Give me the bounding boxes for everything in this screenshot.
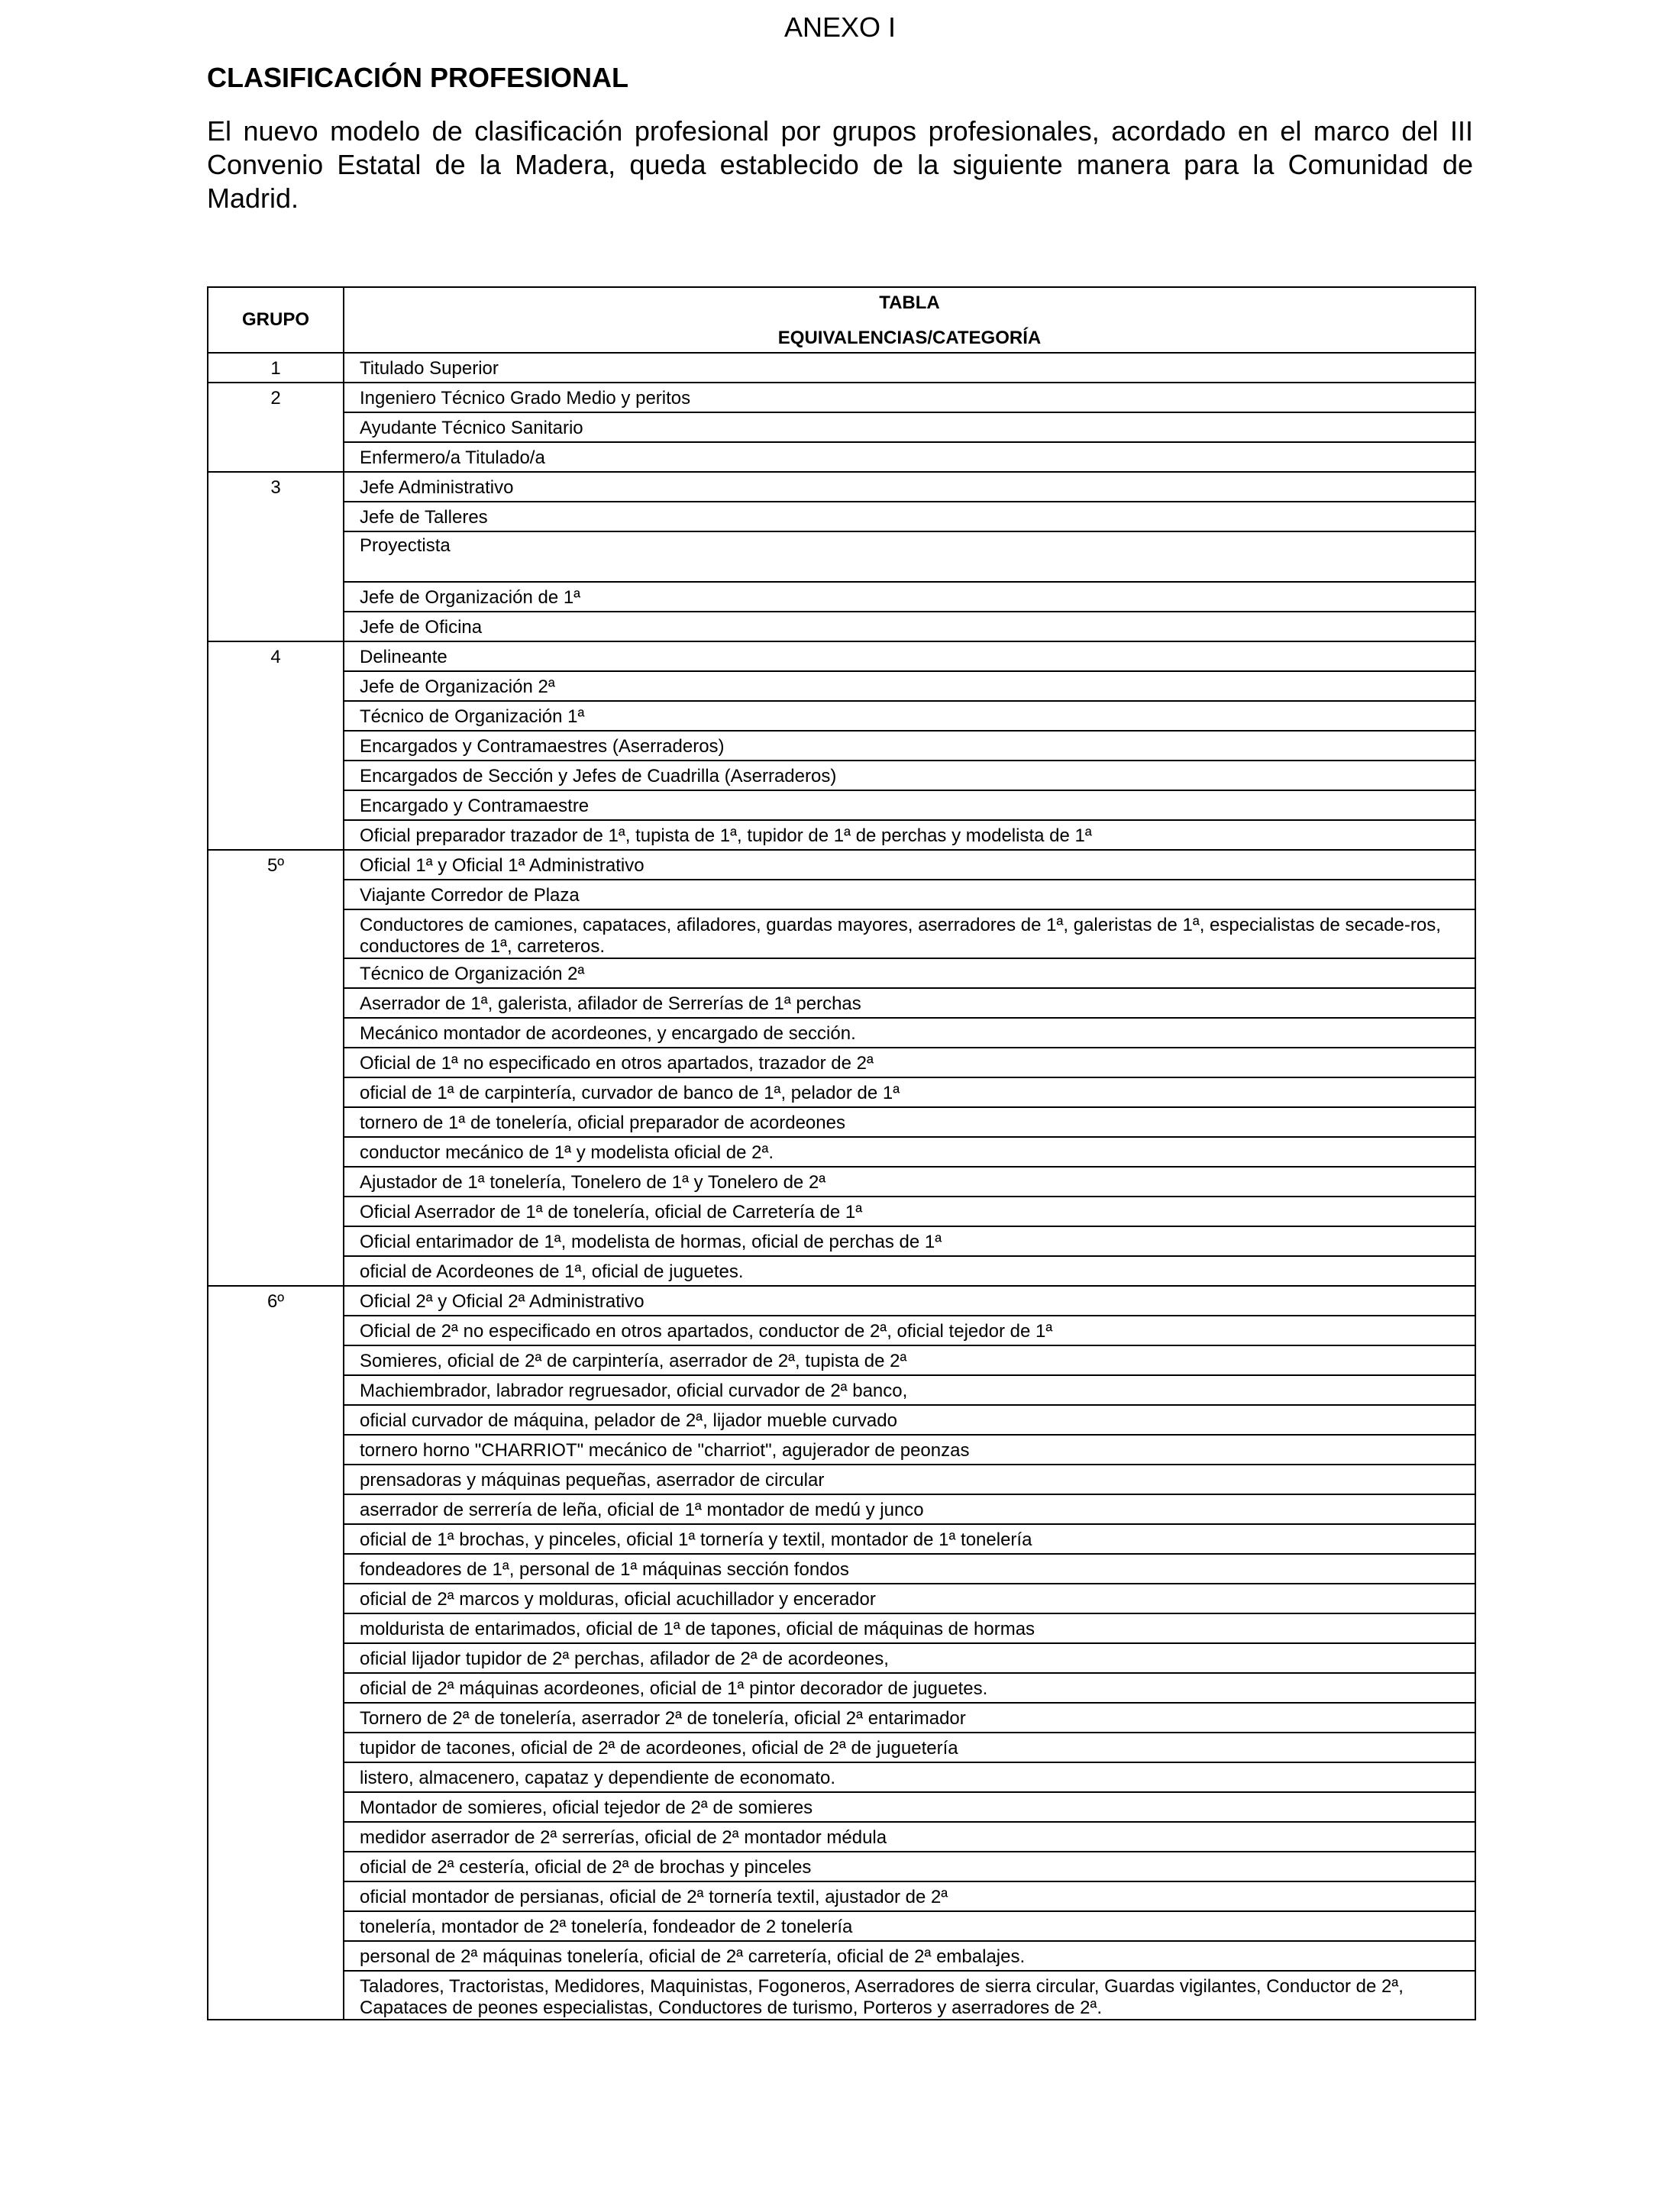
group-cell bbox=[208, 612, 344, 641]
group-cell bbox=[208, 1643, 344, 1673]
table-row bbox=[208, 1435, 1475, 1465]
category-cell: Titulado Superior bbox=[344, 353, 1475, 383]
group-cell bbox=[208, 1048, 344, 1077]
table-row bbox=[208, 958, 1475, 988]
group-cell bbox=[208, 1107, 344, 1137]
table-row bbox=[208, 1197, 1475, 1226]
group-cell bbox=[208, 1822, 344, 1852]
group-cell bbox=[208, 790, 344, 820]
category-cell: oficial de 1ª de carpintería, curvador de banco de 1ª, pelador de 1ª bbox=[344, 1077, 1475, 1107]
table-row bbox=[208, 353, 1475, 383]
table-row bbox=[208, 701, 1475, 731]
table-row bbox=[208, 1762, 1475, 1792]
group-cell bbox=[208, 1018, 344, 1048]
group-cell bbox=[208, 1226, 344, 1256]
category-cell: Oficial 2ª y Oficial 2ª Administrativo bbox=[344, 1286, 1475, 1316]
table-row bbox=[208, 1554, 1475, 1584]
category-cell: Oficial Aserrador de 1ª de tonelería, oficial de Carretería de 1ª bbox=[344, 1197, 1475, 1226]
group-cell bbox=[208, 1971, 344, 2020]
group-cell bbox=[208, 1881, 344, 1911]
table-row bbox=[208, 1316, 1475, 1345]
group-cell bbox=[208, 1941, 344, 1971]
category-cell: Ingeniero Técnico Grado Medio y peritos bbox=[344, 383, 1475, 412]
category-cell: Técnico de Organización 2ª bbox=[344, 958, 1475, 988]
group-cell bbox=[208, 958, 344, 988]
table-row bbox=[208, 1941, 1475, 1971]
table-row bbox=[208, 1792, 1475, 1822]
table-row bbox=[208, 1107, 1475, 1137]
header-group: GRUPO bbox=[208, 287, 344, 353]
table-row bbox=[208, 383, 1475, 412]
group-cell bbox=[208, 1911, 344, 1941]
category-cell: oficial de 2ª máquinas acordeones, oficial de 1ª pintor decorador de juguetes. bbox=[344, 1673, 1475, 1703]
group-cell: 6º bbox=[208, 1286, 344, 1316]
table-row bbox=[208, 1911, 1475, 1941]
group-cell bbox=[208, 1703, 344, 1733]
group-cell bbox=[208, 761, 344, 790]
group-cell bbox=[208, 1197, 344, 1226]
table-row bbox=[208, 1077, 1475, 1107]
category-cell: Técnico de Organización 1ª bbox=[344, 701, 1475, 731]
group-cell bbox=[208, 531, 344, 582]
table-row bbox=[208, 502, 1475, 531]
group-cell bbox=[208, 582, 344, 612]
annex-title: ANEXO I bbox=[783, 11, 897, 43]
table-row bbox=[208, 1375, 1475, 1405]
category-cell: Encargados y Contramaestres (Aserraderos) bbox=[344, 731, 1475, 761]
table-row bbox=[208, 671, 1475, 701]
table-row bbox=[208, 1524, 1475, 1554]
group-cell bbox=[208, 1137, 344, 1167]
group-cell bbox=[208, 1405, 344, 1435]
table-row bbox=[208, 790, 1475, 820]
table-row bbox=[208, 1018, 1475, 1048]
group-cell bbox=[208, 701, 344, 731]
group-cell bbox=[208, 1077, 344, 1107]
group-cell bbox=[208, 988, 344, 1018]
category-cell: Machiembrador, labrador regruesador, oficial curvador de 2ª banco, bbox=[344, 1375, 1475, 1405]
table-row bbox=[208, 1822, 1475, 1852]
category-cell: Somieres, oficial de 2ª de carpintería, aserrador de 2ª, tupista de 2ª bbox=[344, 1345, 1475, 1375]
category-cell: personal de 2ª máquinas tonelería, oficial de 2ª carretería, oficial de 2ª embalajes. bbox=[344, 1941, 1475, 1971]
category-cell: Montador de somieres, oficial tejedor de 2ª de somieres bbox=[344, 1792, 1475, 1822]
category-cell: medidor aserrador de 2ª serrerías, oficial de 2ª montador médula bbox=[344, 1822, 1475, 1852]
category-cell: Oficial 1ª y Oficial 1ª Administrativo bbox=[344, 850, 1475, 880]
group-cell bbox=[208, 1345, 344, 1375]
table-row bbox=[208, 988, 1475, 1018]
table-row bbox=[208, 612, 1475, 641]
table-row bbox=[208, 1167, 1475, 1197]
table-row bbox=[208, 1226, 1475, 1256]
category-cell: Viajante Corredor de Plaza bbox=[344, 880, 1475, 909]
group-cell bbox=[208, 442, 344, 472]
table-row bbox=[208, 1852, 1475, 1881]
category-cell: oficial de 2ª cestería, oficial de 2ª de brochas y pinceles bbox=[344, 1852, 1475, 1881]
category-cell: Proyectista bbox=[344, 531, 1475, 582]
category-cell: Enfermero/a Titulado/a bbox=[344, 442, 1475, 472]
table-row bbox=[208, 412, 1475, 442]
table-row bbox=[208, 472, 1475, 502]
intro-paragraph: El nuevo modelo de clasificación profesional por grupos profesionales, acordado en el marco del III Convenio Estatal de la Madera, queda establecido de la siguiente manera para la Comunidad de Madrid. bbox=[207, 115, 1473, 214]
category-cell: Ayudante Técnico Sanitario bbox=[344, 412, 1475, 442]
category-cell: Ajustador de 1ª tonelería, Tonelero de 1ª y Tonelero de 2ª bbox=[344, 1167, 1475, 1197]
table-row bbox=[208, 1673, 1475, 1703]
category-cell: oficial montador de persianas, oficial de 2ª tornería textil, ajustador de 2ª bbox=[344, 1881, 1475, 1911]
section-heading: CLASIFICACIÓN PROFESIONAL bbox=[207, 62, 629, 93]
group-cell bbox=[208, 1733, 344, 1762]
table-row bbox=[208, 641, 1475, 671]
table-row bbox=[208, 1137, 1475, 1167]
group-cell bbox=[208, 1852, 344, 1881]
header-table-line1: TABLA bbox=[879, 292, 940, 313]
category-cell: oficial lijador tupidor de 2ª perchas, afilador de 2ª de acordeones, bbox=[344, 1643, 1475, 1673]
group-cell bbox=[208, 1256, 344, 1286]
table-row bbox=[208, 1733, 1475, 1762]
group-cell bbox=[208, 1435, 344, 1465]
category-cell: Taladores, Tractoristas, Medidores, Maquinistas, Fogoneros, Aserradores de sierra circular, Guardas vigilantes, Conductor de 2ª, Capataces de peones especialistas, Conductores de turismo, Porteros y aserradores de 2ª. bbox=[344, 1971, 1475, 2020]
table-row bbox=[208, 820, 1475, 850]
group-cell bbox=[208, 1554, 344, 1584]
group-cell bbox=[208, 731, 344, 761]
table-row bbox=[208, 731, 1475, 761]
category-cell: Aserrador de 1ª, galerista, afilador de Serrerías de 1ª perchas bbox=[344, 988, 1475, 1018]
table-row bbox=[208, 909, 1475, 958]
table-row bbox=[208, 1494, 1475, 1524]
table-row bbox=[208, 880, 1475, 909]
category-cell: Conductores de camiones, capataces, afiladores, guardas mayores, aserradores de 1ª, galeristas de 1ª, especialistas de secade-ros, conductores de 1ª, carreteros. bbox=[344, 909, 1475, 958]
category-cell: tornero horno "CHARRIOT" mecánico de "charriot", agujerador de peonzas bbox=[344, 1435, 1475, 1465]
group-cell: 3 bbox=[208, 472, 344, 502]
group-cell bbox=[208, 909, 344, 958]
category-cell: conductor mecánico de 1ª y modelista oficial de 2ª. bbox=[344, 1137, 1475, 1167]
category-cell: Oficial de 2ª no especificado en otros apartados, conductor de 2ª, oficial tejedor de 1ª bbox=[344, 1316, 1475, 1345]
group-cell bbox=[208, 1673, 344, 1703]
category-cell: Mecánico montador de acordeones, y encargado de sección. bbox=[344, 1018, 1475, 1048]
group-cell: 1 bbox=[208, 353, 344, 383]
group-cell bbox=[208, 1494, 344, 1524]
table-row bbox=[208, 1584, 1475, 1613]
group-cell bbox=[208, 1792, 344, 1822]
category-cell: Encargado y Contramaestre bbox=[344, 790, 1475, 820]
table-header-row bbox=[208, 287, 1475, 353]
table-row bbox=[208, 1881, 1475, 1911]
group-cell: 5º bbox=[208, 850, 344, 880]
group-cell bbox=[208, 502, 344, 531]
category-cell: Jefe de Organización 2ª bbox=[344, 671, 1475, 701]
table-row bbox=[208, 1286, 1475, 1316]
group-cell: 4 bbox=[208, 641, 344, 671]
group-cell bbox=[208, 1167, 344, 1197]
category-cell: tonelería, montador de 2ª tonelería, fondeador de 2 tonelería bbox=[344, 1911, 1475, 1941]
group-cell bbox=[208, 820, 344, 850]
table-row bbox=[208, 761, 1475, 790]
header-table-line2: EQUIVALENCIAS/CATEGORÍA bbox=[777, 328, 1042, 348]
category-cell: listero, almacenero, capataz y dependiente de economato. bbox=[344, 1762, 1475, 1792]
category-cell: tupidor de tacones, oficial de 2ª de acordeones, oficial de 2ª de juguetería bbox=[344, 1733, 1475, 1762]
table-row bbox=[208, 1048, 1475, 1077]
category-cell: Oficial de 1ª no especificado en otros apartados, trazador de 2ª bbox=[344, 1048, 1475, 1077]
category-cell: Jefe de Talleres bbox=[344, 502, 1475, 531]
category-cell: Tornero de 2ª de tonelería, aserrador 2ª de tonelería, oficial 2ª entarimador bbox=[344, 1703, 1475, 1733]
group-cell bbox=[208, 1316, 344, 1345]
group-cell bbox=[208, 412, 344, 442]
group-cell bbox=[208, 880, 344, 909]
category-cell: fondeadores de 1ª, personal de 1ª máquinas sección fondos bbox=[344, 1554, 1475, 1584]
table-row bbox=[208, 1703, 1475, 1733]
table-row bbox=[208, 1465, 1475, 1494]
category-cell: Jefe Administrativo bbox=[344, 472, 1475, 502]
table-row bbox=[208, 531, 1475, 582]
group-cell: 2 bbox=[208, 383, 344, 412]
table-row bbox=[208, 582, 1475, 612]
category-cell: aserrador de serrería de leña, oficial de 1ª montador de medú y junco bbox=[344, 1494, 1475, 1524]
category-cell: Delineante bbox=[344, 641, 1475, 671]
category-cell: oficial de Acordeones de 1ª, oficial de juguetes. bbox=[344, 1256, 1475, 1286]
group-cell bbox=[208, 1584, 344, 1613]
category-cell: Oficial preparador trazador de 1ª, tupista de 1ª, tupidor de 1ª de perchas y modelista de 1ª bbox=[344, 820, 1475, 850]
group-cell bbox=[208, 1465, 344, 1494]
table-row bbox=[208, 850, 1475, 880]
group-cell bbox=[208, 1613, 344, 1643]
category-cell: oficial curvador de máquina, pelador de 2ª, lijador mueble curvado bbox=[344, 1405, 1475, 1435]
category-cell: Encargados de Sección y Jefes de Cuadrilla (Aserraderos) bbox=[344, 761, 1475, 790]
category-cell: oficial de 2ª marcos y molduras, oficial acuchillador y encerador bbox=[344, 1584, 1475, 1613]
table-row bbox=[208, 1613, 1475, 1643]
group-cell bbox=[208, 1762, 344, 1792]
table-row bbox=[208, 1643, 1475, 1673]
header-table bbox=[344, 287, 1475, 353]
group-cell bbox=[208, 1524, 344, 1554]
table-row bbox=[208, 1256, 1475, 1286]
table-row bbox=[208, 1345, 1475, 1375]
category-cell: oficial de 1ª brochas, y pinceles, oficial 1ª tornería y textil, montador de 1ª tonelería bbox=[344, 1524, 1475, 1554]
table-row bbox=[208, 1971, 1475, 2020]
table-row bbox=[208, 1405, 1475, 1435]
classification-table bbox=[207, 286, 1476, 2020]
category-cell: prensadoras y máquinas pequeñas, aserrador de circular bbox=[344, 1465, 1475, 1494]
table-body bbox=[208, 353, 1475, 2020]
group-cell bbox=[208, 671, 344, 701]
category-cell: Oficial entarimador de 1ª, modelista de hormas, oficial de perchas de 1ª bbox=[344, 1226, 1475, 1256]
category-cell: tornero de 1ª de tonelería, oficial preparador de acordeones bbox=[344, 1107, 1475, 1137]
table-row bbox=[208, 442, 1475, 472]
category-cell: Jefe de Organización de 1ª bbox=[344, 582, 1475, 612]
category-cell: Jefe de Oficina bbox=[344, 612, 1475, 641]
group-cell bbox=[208, 1375, 344, 1405]
category-cell: moldurista de entarimados, oficial de 1ª de tapones, oficial de máquinas de hormas bbox=[344, 1613, 1475, 1643]
